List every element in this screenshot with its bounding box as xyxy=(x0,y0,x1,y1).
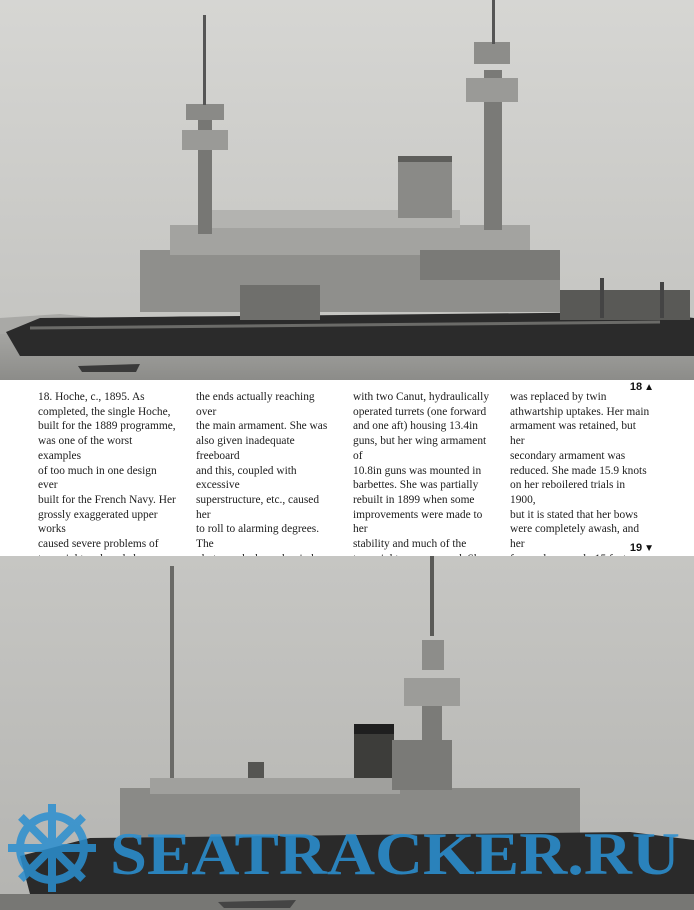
col3-line: operated turrets (one forward xyxy=(353,405,487,418)
col1-line: grossly exaggerated upper works xyxy=(38,508,158,536)
watermark-text: SEATRACKER.RU xyxy=(110,821,680,887)
col4-line: but it is stated that her bows xyxy=(510,508,638,521)
col2-line: to roll to alarming degrees. The xyxy=(196,523,320,551)
seatracker-watermark xyxy=(0,790,694,900)
col1-line: built for the 1889 programme, xyxy=(38,420,176,433)
col2-line: the main armament. She was xyxy=(196,420,328,433)
watermark-drawing xyxy=(0,790,694,900)
figure-18-number: 18 xyxy=(629,381,643,393)
col4-line: reduced. She made 15.9 knots xyxy=(510,464,647,477)
triangle-down-icon: ▼ xyxy=(644,543,654,554)
col2-line: also given inadequate freeboard xyxy=(196,435,295,462)
ship-wheel-icon xyxy=(8,804,96,892)
col4-line: armament was retained, but her xyxy=(510,420,636,448)
col1-line: caused severe problems of xyxy=(38,538,159,551)
col3-line: with two Canut, hydraulically xyxy=(353,391,490,403)
col4-line: athwartship uptakes. Her main xyxy=(510,405,650,418)
col3-line: improvements were made to her xyxy=(353,508,483,536)
col4-line: on her reboilered trials in 1900, xyxy=(510,479,626,506)
col1-line: was one of the worst examples xyxy=(38,435,133,462)
col1-line: of too much in one design ever xyxy=(38,464,157,492)
col3-line: rebuilt in 1899 when some xyxy=(353,493,475,506)
col3-line: 10.8in guns was mounted in xyxy=(353,464,482,477)
photo-hoche-1895 xyxy=(0,0,694,380)
col2-line: and this, coupled with excessive xyxy=(196,464,297,492)
col3-line: stability and much of the xyxy=(353,538,467,551)
col1-line: completed, the single Hoche, xyxy=(38,405,171,418)
col4-line: was replaced by twin xyxy=(510,391,607,403)
figure-19-number: 19 xyxy=(629,542,643,554)
triangle-up-icon: ▲ xyxy=(644,382,654,393)
captions xyxy=(38,390,658,550)
ship-photo-1895-drawing xyxy=(0,0,694,380)
col1-line: built for the French Navy. Her xyxy=(38,493,176,506)
figure-19-label xyxy=(630,542,654,554)
col3-line: guns, but her wing armament of xyxy=(353,435,487,462)
col3-line: and one aft) housing 13.4in xyxy=(353,420,478,433)
col2-line: superstructure, etc., caused her xyxy=(196,493,320,521)
col1-line: 18. Hoche, c., 1895. As xyxy=(38,391,145,403)
col2-line: the ends actually reaching over xyxy=(196,391,315,418)
col4-line: were completely awash, and her xyxy=(510,523,640,551)
col3-line: barbettes. She was partially xyxy=(353,479,479,492)
col4-line: secondary armament was xyxy=(510,449,626,462)
